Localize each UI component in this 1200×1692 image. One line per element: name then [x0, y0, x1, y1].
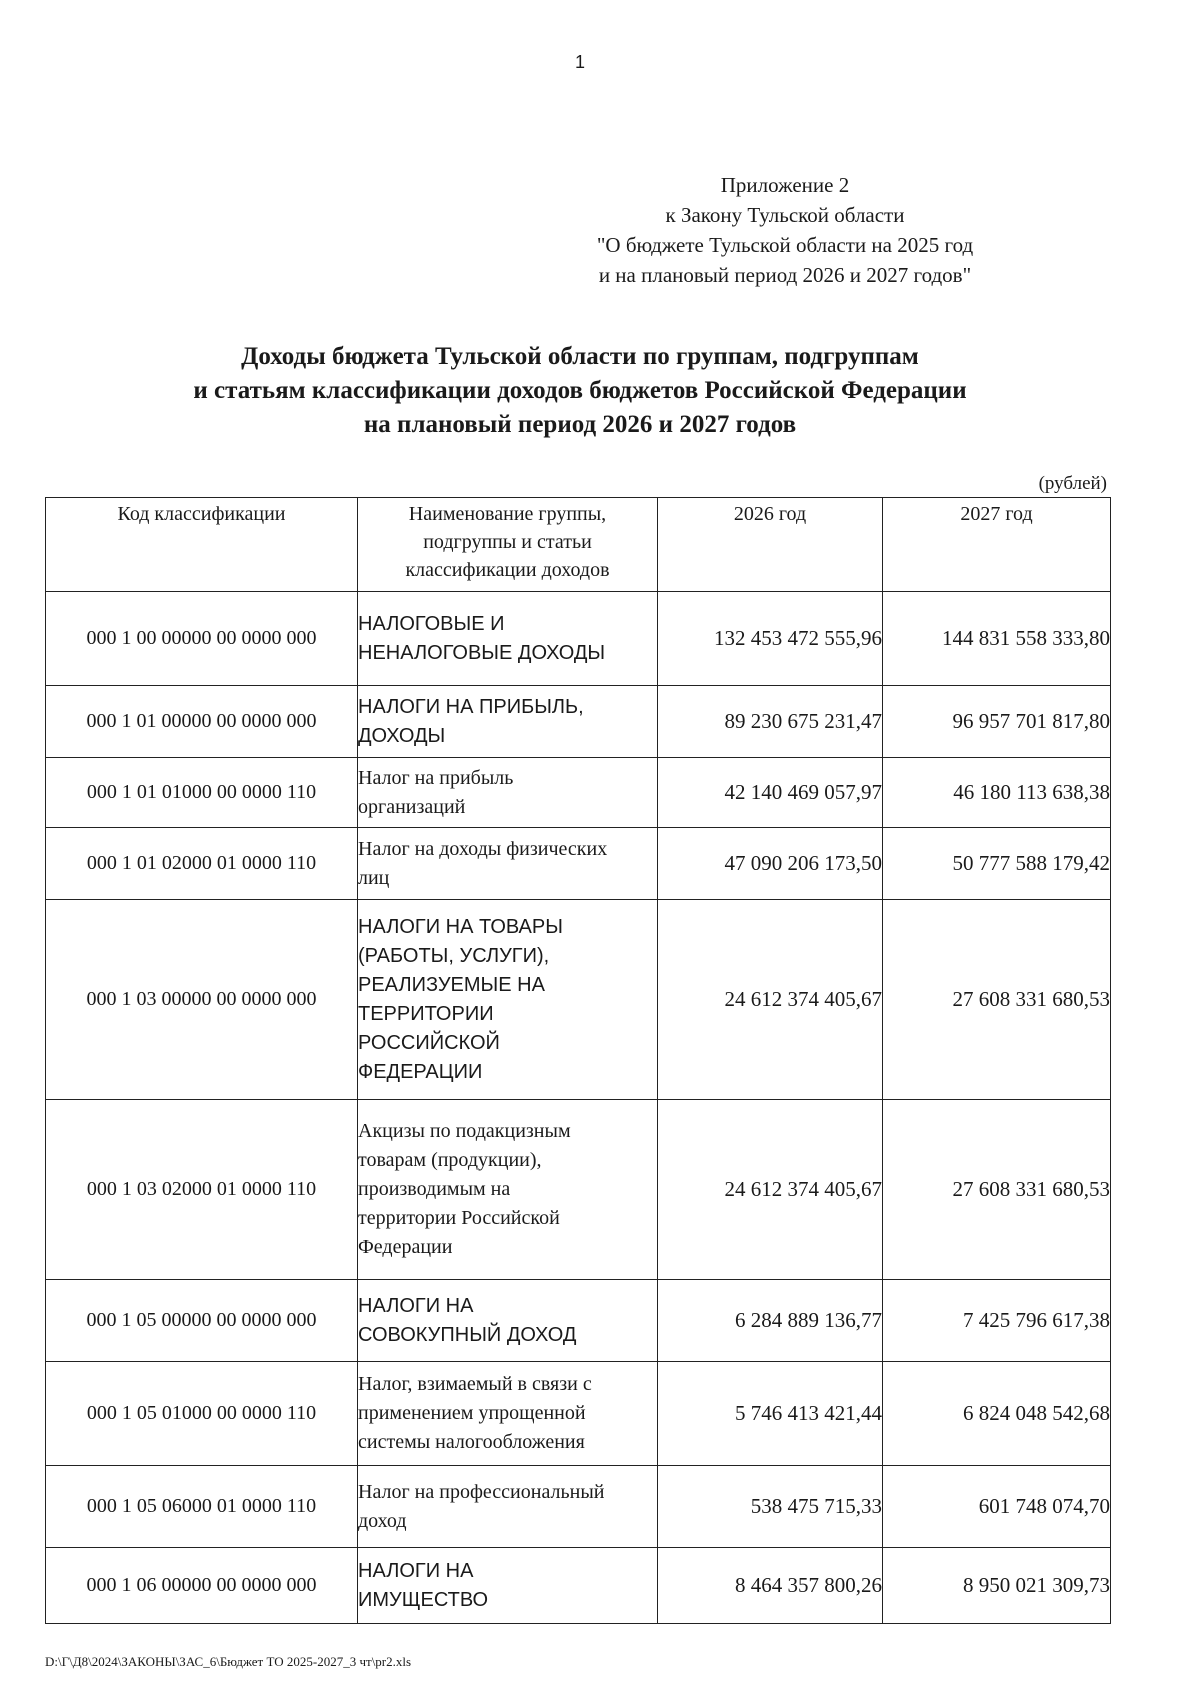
header-name-line: подгруппы и статьи [423, 531, 592, 553]
appendix-line: Приложение 2 [720, 173, 850, 197]
table-row [46, 592, 1111, 686]
classification-code: 000 1 05 06000 01 0000 110 [46, 1466, 358, 1548]
amount-2027: 8 950 021 309,73 [883, 1548, 1111, 1624]
income-name [358, 758, 658, 828]
header-2027: 2027 год [883, 498, 1111, 592]
income-table [45, 497, 1111, 1624]
income-name [358, 686, 658, 758]
income-name-line: НАЛОГИ НА ПРИБЫЛЬ, [358, 695, 584, 718]
file-path-footer: D:\Г\Д8\2024\ЗАКОНЫ\ЗАС_6\Бюджет ТО 2025-2027_3 чт\pr2.xls [45, 1654, 412, 1669]
appendix-line: "О бюджете Тульской области на 2025 год [596, 233, 974, 257]
amount-2027: 6 824 048 542,68 [883, 1362, 1111, 1466]
classification-code: 000 1 01 00000 00 0000 000 [46, 686, 358, 758]
amount-2027: 50 777 588 179,42 [883, 828, 1111, 900]
classification-code: 000 1 05 01000 00 0000 110 [46, 1362, 358, 1466]
classification-code: 000 1 03 00000 00 0000 000 [46, 900, 358, 1100]
income-name-line: Налог на доходы физических [358, 837, 608, 860]
amount-2026: 89 230 675 231,47 [658, 686, 883, 758]
income-name-line: (РАБОТЫ, УСЛУГИ), [358, 944, 550, 967]
classification-code: 000 1 01 02000 01 0000 110 [46, 828, 358, 900]
income-name-line: НЕНАЛОГОВЫЕ ДОХОДЫ [358, 641, 606, 664]
income-name [358, 900, 658, 1100]
income-name-line: Налог на профессиональный [358, 1480, 605, 1503]
income-name-line: территории Российской [358, 1207, 560, 1229]
amount-2027: 7 425 796 617,38 [883, 1280, 1111, 1362]
header-name-line: классификации доходов [405, 559, 610, 581]
income-name [358, 828, 658, 900]
income-name-line: ФЕДЕРАЦИИ [358, 1060, 483, 1083]
income-name [358, 1362, 658, 1466]
income-name-line: производимым на [358, 1178, 511, 1200]
table-row [46, 758, 1111, 828]
amount-2026: 24 612 374 405,67 [658, 1100, 883, 1280]
header-name [358, 498, 658, 592]
amount-2027: 46 180 113 638,38 [883, 758, 1111, 828]
income-name-line: НАЛОГИ НА [358, 1559, 474, 1582]
income-name-line: СОВОКУПНЫЙ ДОХОД [358, 1323, 577, 1346]
income-name-line: товарам (продукции), [358, 1149, 542, 1171]
amount-2026: 24 612 374 405,67 [658, 900, 883, 1100]
table-row [46, 1280, 1111, 1362]
income-name-line: РЕАЛИЗУЕМЫЕ НА [358, 973, 545, 996]
table-body [46, 592, 1111, 1624]
amount-2026: 132 453 472 555,96 [658, 592, 883, 686]
amount-2026: 8 464 357 800,26 [658, 1548, 883, 1624]
appendix-note [560, 170, 1010, 290]
income-name [358, 1100, 658, 1280]
unit-label: (рублей) [1038, 473, 1107, 494]
table-row [46, 1466, 1111, 1548]
table-row [46, 900, 1111, 1100]
table-row [46, 1548, 1111, 1624]
income-name [358, 592, 658, 686]
income-name-line: Налог, взимаемый в связи с [358, 1373, 592, 1395]
amount-2026: 538 475 715,33 [658, 1466, 883, 1548]
title-line: Доходы бюджета Тульской области по группам, подгруппам [241, 343, 919, 370]
income-name-line: организаций [358, 795, 466, 818]
header-2026: 2026 год [658, 498, 883, 592]
income-name-line: Налог на прибыль [358, 766, 514, 789]
appendix-line: к Закону Тульской области [665, 203, 905, 227]
income-name-line: Акцизы по подакцизным [358, 1120, 571, 1142]
income-name [358, 1280, 658, 1362]
income-name-line: доход [358, 1509, 407, 1532]
classification-code: 000 1 06 00000 00 0000 000 [46, 1548, 358, 1624]
amount-2027: 144 831 558 333,80 [883, 592, 1111, 686]
classification-code: 000 1 05 00000 00 0000 000 [46, 1280, 358, 1362]
income-name-line: НАЛОГИ НА ТОВАРЫ [358, 915, 563, 938]
income-name-line: НАЛОГИ НА [358, 1294, 474, 1317]
income-name-line: НАЛОГОВЫЕ И [358, 612, 505, 635]
table-header-row [46, 498, 1111, 592]
income-name-line: лиц [358, 866, 390, 889]
table-row [46, 828, 1111, 900]
income-name-line: РОССИЙСКОЙ [358, 1031, 500, 1054]
amount-2027: 96 957 701 817,80 [883, 686, 1111, 758]
table-row [46, 1100, 1111, 1280]
page-number: 1 [574, 52, 585, 72]
amount-2027: 27 608 331 680,53 [883, 1100, 1111, 1280]
income-name-line: ДОХОДЫ [358, 724, 446, 747]
amount-2026: 6 284 889 136,77 [658, 1280, 883, 1362]
header-code: Код классификации [46, 498, 358, 592]
income-name [358, 1466, 658, 1548]
header-name-line: Наименование группы, [408, 503, 607, 525]
appendix-line: и на плановый период 2026 и 2027 годов" [598, 263, 972, 287]
amount-2026: 42 140 469 057,97 [658, 758, 883, 828]
income-name-line: системы налогообложения [358, 1431, 585, 1453]
classification-code: 000 1 00 00000 00 0000 000 [46, 592, 358, 686]
classification-code: 000 1 03 02000 01 0000 110 [46, 1100, 358, 1280]
title-line: на плановый период 2026 и 2027 годов [363, 411, 797, 438]
title-line: и статьям классификации доходов бюджетов Российской Федерации [193, 377, 967, 404]
amount-2026: 47 090 206 173,50 [658, 828, 883, 900]
document-title [60, 340, 1100, 442]
table-row [46, 1362, 1111, 1466]
classification-code: 000 1 01 01000 00 0000 110 [46, 758, 358, 828]
income-name-line: ТЕРРИТОРИИ [358, 1002, 494, 1025]
income-name-line: применением упрощенной [358, 1402, 586, 1424]
income-name [358, 1548, 658, 1624]
amount-2026: 5 746 413 421,44 [658, 1362, 883, 1466]
income-name-line: Федерации [358, 1236, 453, 1258]
table-row [46, 686, 1111, 758]
income-name-line: ИМУЩЕСТВО [358, 1588, 489, 1611]
amount-2027: 27 608 331 680,53 [883, 900, 1111, 1100]
amount-2027: 601 748 074,70 [883, 1466, 1111, 1548]
